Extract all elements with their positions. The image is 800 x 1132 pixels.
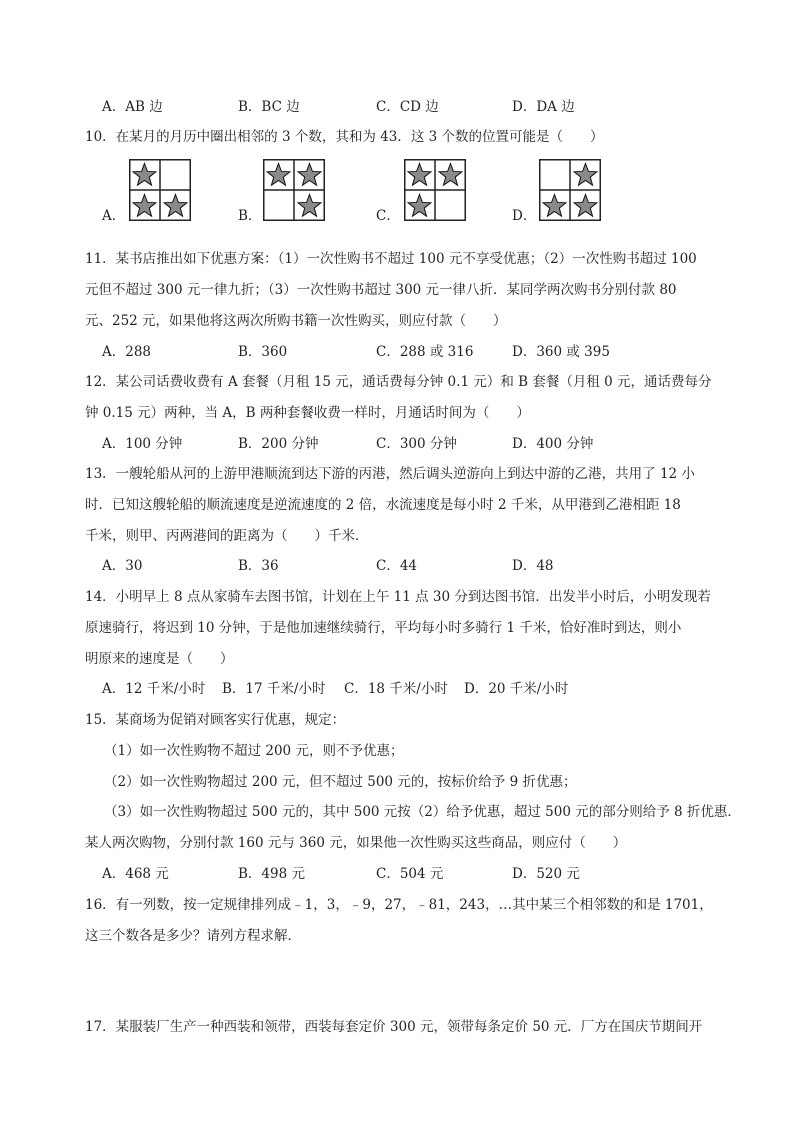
star-icon [439,164,462,186]
star-icon [574,195,597,217]
q12-option-a: A．100 分钟 [102,436,183,452]
q15-rule-2: （2）如一次性购物超过 200 元，但不超过 500 元的，按标价给予 9 折优惠； [104,774,577,790]
q11-option-c: C．288 或 316 [376,344,474,360]
q12-option-b: B．200 分钟 [238,436,319,452]
star-icon [298,164,321,186]
q16-line-2: 这三个数各是多少？请列方程求解． [85,928,301,944]
q10-option-a-grid [129,159,191,221]
q14-line-2: 原速骑行，将迟到 10 分钟，于是他加速继续骑行，平均每小时多骑行 1 千米，恰好准时到达，则小 [85,620,682,636]
q10-stem: 10．在某月的月历中圈出相邻的 3 个数，其和为 43．这 3 个数的位置可能是（ ） [85,129,604,145]
calendar-grid [404,159,466,221]
star-icon [574,164,597,186]
q15-stem: 15．某商场为促销对顾客实行优惠，规定： [85,712,346,728]
q10-option-d-grid [539,159,601,221]
q15-option-c: C．504 元 [376,866,444,882]
q11-option-b: B．360 [238,344,288,360]
q9-option-a: A．AB 边 [102,99,163,115]
q14-option-d: D．20 千米/小时 [464,681,569,697]
q13-line-1: 13．一艘轮船从河的上游甲港顺流到达下游的丙港，然后调头逆游向上到达中游的乙港，共用了 12 小 [85,466,695,482]
star-icon [267,164,290,186]
q12-option-c: C．300 分钟 [376,436,457,452]
q11-option-d: D．360 或 395 [512,344,610,360]
q13-line-2: 时．已知这艘轮船的顺流速度是逆流速度的 2 倍，水流速度是每小时 2 千米，从甲港到乙港相距 18 [85,497,681,513]
q10-option-c-label: C． [376,208,400,224]
q11-option-a: A．288 [102,344,152,360]
q15-option-a: A．468 元 [102,866,169,882]
q13-option-b: B．36 [238,558,279,574]
q17-line-1: 17．某服装厂生产一种西装和领带，西装每套定价 300 元，领带每条定价 50 元．厂方在国庆节期间开 [85,1019,703,1035]
q10-option-d-label: D． [512,208,537,224]
star-icon [298,195,321,217]
q10-option-b-label: B． [238,208,262,224]
q15-rule-1: （1）如一次性购物不超过 200 元，则不予优惠； [104,743,404,759]
q13-option-c: C．44 [376,558,418,574]
q12-line-1: 12．某公司话费收费有 A 套餐（月租 15 元，通话费每分钟 0.1 元）和 B 套餐（月租 0 元，通话费每分 [85,374,712,390]
q14-line-1: 14．小明早上 8 点从家骑车去图书馆，计划在上午 11 点 30 分到达图书馆．出发半小时后，小明发现若 [85,589,711,605]
q14-line-3: 明原来的速度是（ ） [85,651,234,667]
q10-option-c-grid [404,159,466,221]
calendar-grid [539,159,601,221]
q13-line-3: 千米，则甲、丙两港间的距离为（ ）千米． [85,528,369,544]
star-icon [408,195,431,217]
q9-option-d: D．DA 边 [512,99,575,115]
q15-option-b: B．498 元 [238,866,305,882]
q9-option-c: C．CD 边 [376,99,439,115]
q14-option-c: C．18 千米/小时 [344,681,448,697]
q15-question: 某人两次购物，分别付款 160 元与 360 元，如果他一次性购买这些商品，则应付（ ） [85,835,627,851]
star-icon [133,164,156,186]
q11-line-2: 元但不超过 300 元一律九折；（3）一次性购书超过 300 元一律八折．某同学两次购书分别付款 80 [85,282,677,298]
q10-option-a-label: A． [102,208,126,224]
q15-option-d: D．520 元 [512,866,580,882]
q14-option-a: A．12 千米/小时 [102,681,206,697]
star-icon [164,195,187,217]
q9-option-b: B．BC 边 [238,99,300,115]
q10-option-b-grid [263,159,325,221]
q11-line-3: 元、252 元，如果他将这两次所购书籍一次性购买，则应付款（ ） [85,313,507,329]
q14-option-b: B．17 千米/小时 [222,681,326,697]
q16-line-1: 16．有一列数，按一定规律排列成﹣1，3，﹣9，27，﹣81，243，…其中某三个相邻数的和是 1701， [85,897,713,913]
calendar-grid [263,159,325,221]
star-icon [543,195,566,217]
q13-option-a: A．30 [102,558,143,574]
q12-option-d: D．400 分钟 [512,436,594,452]
star-icon [408,164,431,186]
q13-option-d: D．48 [512,558,554,574]
q15-rule-3: （3）如一次性购物超过 500 元的，其中 500 元按（2）给予优惠，超过 500 元的部分则给予 8 折优惠． [104,804,741,820]
q12-line-2: 钟 0.15 元）两种，当 A，B 两种套餐收费一样时，月通话时间为（ ） [85,405,530,421]
q11-line-1: 11．某书店推出如下优惠方案：（1）一次性购书不超过 100 元不享受优惠；（2）一次性购书超过 100 [85,251,697,267]
calendar-grid [129,159,191,221]
star-icon [133,195,156,217]
